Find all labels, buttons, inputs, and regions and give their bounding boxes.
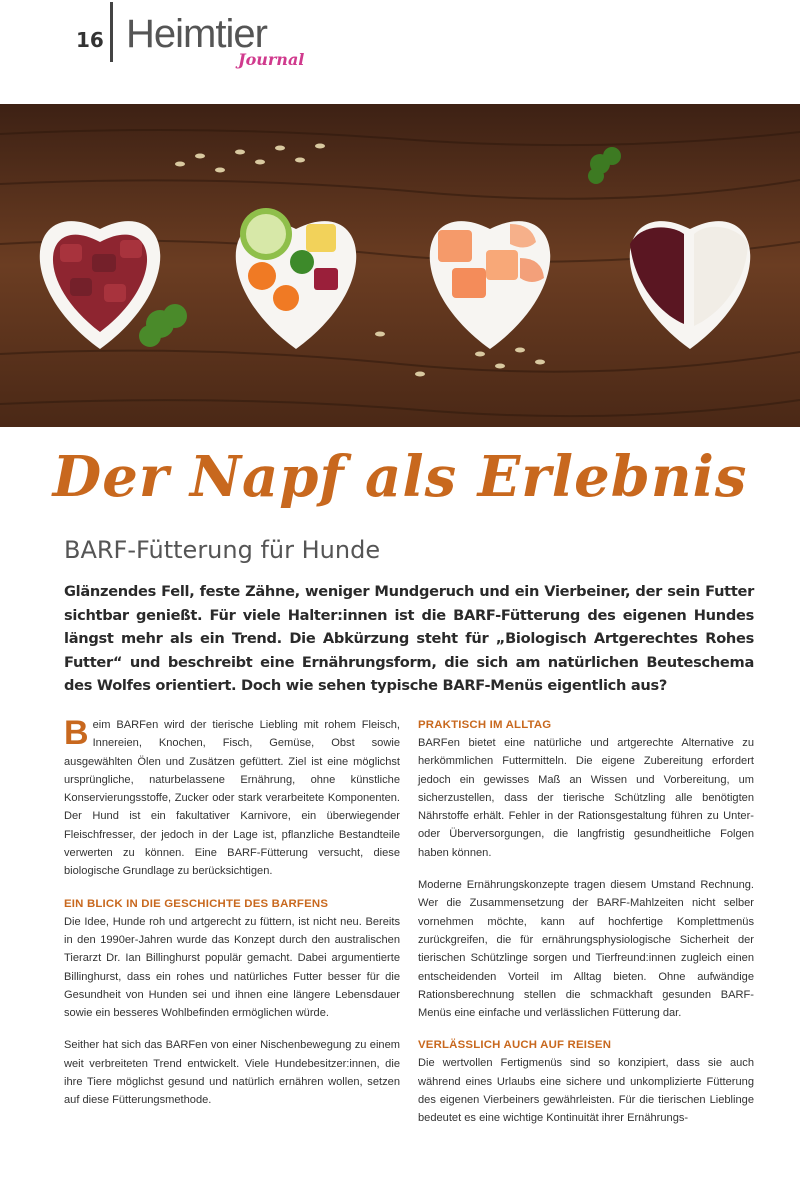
paragraph: Moderne Ernährungskonzepte tragen diesem Umstand Rechnung. Wer die Zusammensetzung der BARF-Mahlzeiten nicht selber vornehmen möchte, kann auf hochfertige Komplettmenüs zurückgreifen, die für ernährungsphysiologische Sicherheit der tierischen Schützlinge sorgen und Tierfreund:innen zugleich einen entscheidenden Vorteil im Alltag bieten. Ohne aufwändige Rationsberechnung stellen die schmackhaft gesunden BARF-Menüs eine einfache und verlässlichen Fütterung dar. <box>418 879 754 1020</box>
paragraph-text: eim BARFen wird der tierische Liebling mit rohem Fleisch, Innereien, Knochen, Fisch, Gemüse, Obst sowie ausgewählten Ölen und Zusätzen gefüttert. Ziel ist eine möglichst ursprüngliche, naturbelassene Ernährung, ohne künstliche Konservierungsstoffe, Zucker oder stark verarbeitete Komponenten. Der Hund ist ein fakultativer Karnivore, ein überwiegender Fleischfresser, der jedoch in der Lage ist, pflanzliche Bestandteile verwerten zu können. Eine BARF-Fütterung versucht, diese biologische Grundlage zu berücksichtigen. <box>64 719 400 878</box>
article-column-left <box>64 716 400 1124</box>
drop-cap: B <box>64 714 89 752</box>
header-divider <box>110 2 113 62</box>
page-number: 16 <box>76 28 104 52</box>
article-subtitle: BARF-Fütterung für Hunde <box>64 536 381 564</box>
section-heading: EIN BLICK IN DIE GESCHICHTE DES BARFENS <box>64 897 329 910</box>
paragraph: Die Idee, Hunde roh und artgerecht zu füttern, ist nicht neu. Bereits in den 1990er-Jahren wurde das Konzept durch den australischen Tierarzt Dr. Ian Billinghurst populär gemacht. Dabei argumentierte Billinghurst, dass ein rohes und natürliches Futter besser für die Gesundheit von Hunden sei und ihnen eine längere Lebensdauer sowie ein besseres Wohlbefinden ermöglichen würde. <box>64 915 400 1020</box>
magazine-logo <box>126 12 306 72</box>
logo-main-text: Heimtier <box>126 12 267 56</box>
article-title: Der Napf als Erlebnis <box>52 444 748 510</box>
paragraph: BARFen bietet eine natürliche und artgerechte Alternative zu herkömmlichen Futtermitteln. Die eigene Zubereitung erfordert jedoch ein gewisses Maß an Wissen und Vorbereitung, um sicherzustellen, dass der tierische Schützling alle benötigten Nährstoffe erhält. Fehler in der Rationsgestaltung führen zu Unter- oder Überversorgungen, die langfristig gesundheitliche Folgen haben können. <box>418 737 754 859</box>
hero-image <box>0 104 800 427</box>
page-header <box>0 0 800 100</box>
logo-sub-text: Journal <box>238 50 305 69</box>
paragraph: Die wertvollen Fertigmenüs sind so konzipiert, dass sie auch während eines Urlaubs eine sichere und unkomplizierte Fütterung des eigenen Vierbeiners gewährleisten. Für die tierischen Lieblinge bedeutet es eine wichtige Kontinuität ihrer Ernährungs- <box>418 1057 754 1125</box>
paragraph: Seither hat sich das BARFen von einer Nischenbewegung zu einem weit verbreiteten Trend entwickelt. Viele Hundebesitzer:innen, die ihre Tiere möglichst gesund und natürlich ernähren wollen, setzen auf diese Fütterungsmethode. <box>64 1039 400 1107</box>
section-heading: PRAKTISCH IM ALLTAG <box>418 719 552 731</box>
section-heading: VERLÄSSLICH AUCH AUF REISEN <box>418 1039 612 1052</box>
article-intro: Glänzendes Fell, feste Zähne, weniger Mundgeruch und ein Vierbeiner, der sein Futter sichtbar genießt. Für viele Halter:innen ist die BARF-Fütterung des eigenen Hundes längst mehr als ein Trend. Die Abkürzung steht für „Biologisch Artgerechtes Rohes Futter“ und beschreibt eine Ernährungsform, die sich am natürlichen Beuteschema des Wolfes orientiert. Doch wie sehen typische BARF-Menüs eigentlich aus? <box>64 583 754 694</box>
food-bowls-illustration <box>0 104 800 427</box>
article-column-right <box>418 716 754 1142</box>
paragraph <box>64 716 400 881</box>
